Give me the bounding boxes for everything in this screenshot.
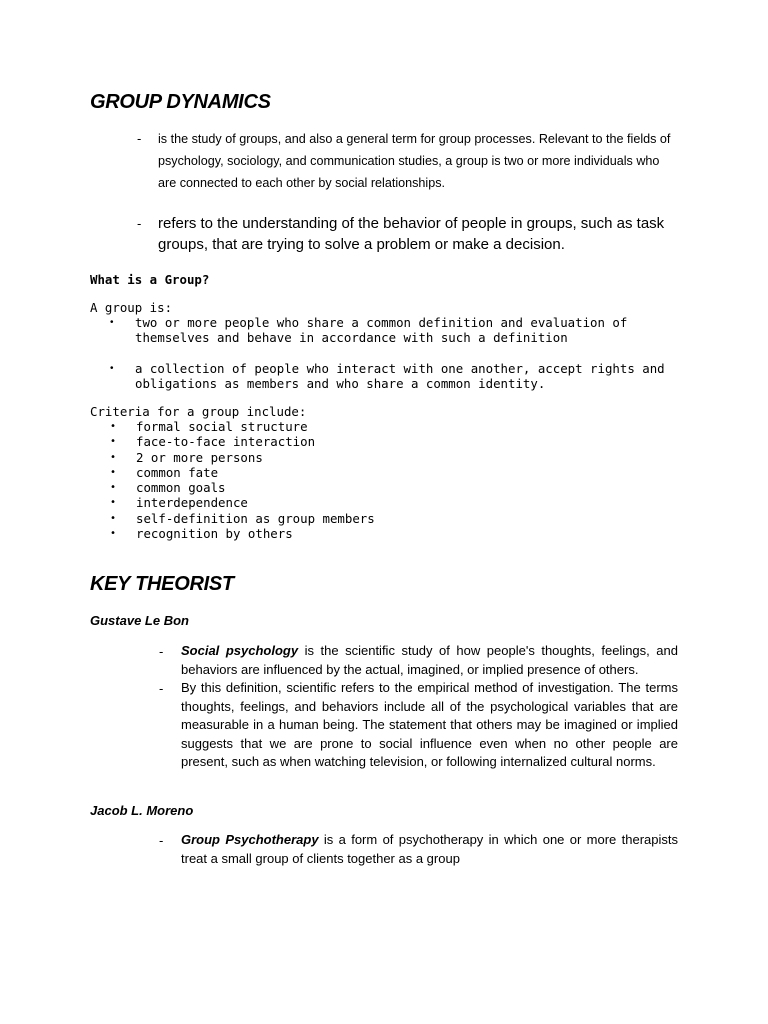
list-item: • common fate <box>110 464 219 480</box>
definition-paragraph: refers to the understanding of the behavior of people in groups, such as task groups, that are trying to solve a problem or make a decision. <box>158 215 665 253</box>
bullet-icon: • <box>110 451 117 463</box>
key-term: Social psychology <box>181 643 299 658</box>
dash-marker: - <box>159 681 164 696</box>
bullet-icon: • <box>110 363 114 374</box>
definition-paragraph: is the study of groups, and also a general term for group processes. Relevant to the fields of psychology, sociology, and communication studies, a group is two or more individuals who are connected to each other by social relationships. <box>158 132 671 190</box>
dash-marker: - <box>137 216 142 231</box>
group-definition-item: a collection of people who interact with one another, accept rights and obligations as members and who share a common identity. <box>135 361 665 392</box>
list-item: • common goals <box>110 480 226 496</box>
bullet-icon: • <box>110 482 117 494</box>
list-item: • face-to-face interaction <box>110 434 316 450</box>
bullet-icon: • <box>110 466 117 478</box>
dash-marker: - <box>159 644 164 659</box>
section-title-group-dynamics: GROUP DYNAMICS <box>90 91 271 113</box>
theorist-name: Jacob L. Moreno <box>90 803 194 818</box>
group-definition-item: two or more people who share a common definition and evaluation of themselves and behave in accordance with such a definition <box>135 315 628 346</box>
bullet-icon: • <box>110 528 117 540</box>
list-item: • interdependence <box>110 495 248 511</box>
section-title-key-theorist: KEY THEORIST <box>90 573 234 595</box>
dash-marker: - <box>159 833 164 848</box>
bullet-icon: • <box>110 497 117 509</box>
list-item: • recognition by others <box>110 526 293 542</box>
subheading-what-is-group: What is a Group? <box>90 272 210 287</box>
theorist-point: Social psychology is the scientific study of how people's thoughts, feelings, and behaviors are influenced by the actual, imagined, or implied presence of others. <box>181 643 678 677</box>
criteria-list <box>110 419 510 541</box>
theorist-point: Group Psychotherapy is a form of psychotherapy in which one or more therapists treat a small group of clients together as a group <box>181 832 678 866</box>
criteria-intro: Criteria for a group include: <box>90 404 307 419</box>
list-item: • formal social structure <box>110 419 308 434</box>
bullet-icon: • <box>110 421 117 432</box>
theorist-name: Gustave Le Bon <box>90 613 189 628</box>
group-intro: A group is: <box>90 300 173 315</box>
bullet-icon: • <box>110 317 114 328</box>
bullet-icon: • <box>110 436 117 448</box>
bullet-icon: • <box>110 512 117 524</box>
list-item: • self-definition as group members <box>110 510 375 526</box>
theorist-point: By this definition, scientific refers to the empirical method of investigation. The terms thoughts, feelings, and behaviors include all of the psychological variables that are measurable in a human being. The statement that others may be imagined or implied suggests that we are prone to social influence even when no other people are present, such as when watching television, or following internalized cultural norms. <box>181 680 678 769</box>
key-term: Group Psychotherapy <box>181 832 319 847</box>
dash-marker: - <box>137 131 142 146</box>
list-item: • 2 or more persons <box>110 449 263 465</box>
